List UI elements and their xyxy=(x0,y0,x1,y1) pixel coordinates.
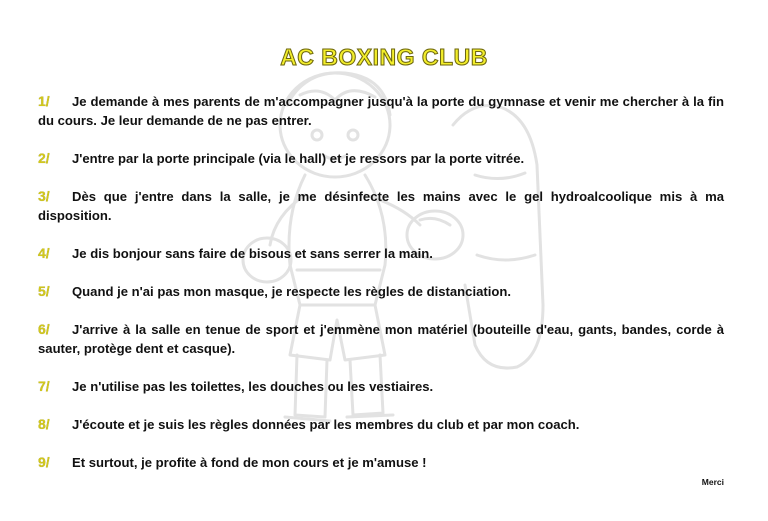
thanks-note: Merci xyxy=(701,477,724,487)
rule-text: Je n'utilise pas les toilettes, les douches ou les vestiaires. xyxy=(72,379,434,394)
rule-text: Et surtout, je profite à fond de mon cours et je m'amuse ! xyxy=(72,455,427,470)
rule-number: 6/ xyxy=(38,321,50,337)
rule-item xyxy=(38,187,724,225)
rule-number: 7/ xyxy=(38,378,50,394)
rule-text: Je demande à mes parents de m'accompagner jusqu'à la porte du gymnase et venir me chercher à la fin du cours. Je leur demande de ne pas entrer. xyxy=(38,94,724,128)
page-title: AC BOXING CLUB xyxy=(280,44,488,70)
rule-item xyxy=(38,377,724,396)
rule-item xyxy=(38,453,724,472)
rule-item xyxy=(38,149,724,168)
rule-text: Je dis bonjour sans faire de bisous et sans serrer la main. xyxy=(72,246,433,261)
rule-number: 8/ xyxy=(38,416,50,432)
rule-text: Dès que j'entre dans la salle, je me désinfecte les mains avec le gel hydroalcoolique mis à ma disposition. xyxy=(38,189,724,223)
rule-number: 3/ xyxy=(38,188,50,204)
rule-item xyxy=(38,92,724,130)
rule-item xyxy=(38,320,724,358)
rule-text: J'arrive à la salle en tenue de sport et j'emmène mon matériel (bouteille d'eau, gants, bandes, corde à sauter, protège dent et casque). xyxy=(38,322,724,356)
rule-number: 1/ xyxy=(38,93,50,109)
rule-number: 9/ xyxy=(38,454,50,470)
rule-number: 2/ xyxy=(38,150,50,166)
rules-list xyxy=(38,92,724,491)
rule-text: J'entre par la porte principale (via le hall) et je ressors par la porte vitrée. xyxy=(72,151,525,166)
rule-item xyxy=(38,282,724,301)
rule-item xyxy=(38,415,724,434)
rule-text: Quand je n'ai pas mon masque, je respecte les règles de distanciation. xyxy=(72,284,511,299)
rule-number: 5/ xyxy=(38,283,50,299)
rule-item xyxy=(38,244,724,263)
rule-number: 4/ xyxy=(38,245,50,261)
rule-text: J'écoute et je suis les règles données par les membres du club et par mon coach. xyxy=(72,417,580,432)
